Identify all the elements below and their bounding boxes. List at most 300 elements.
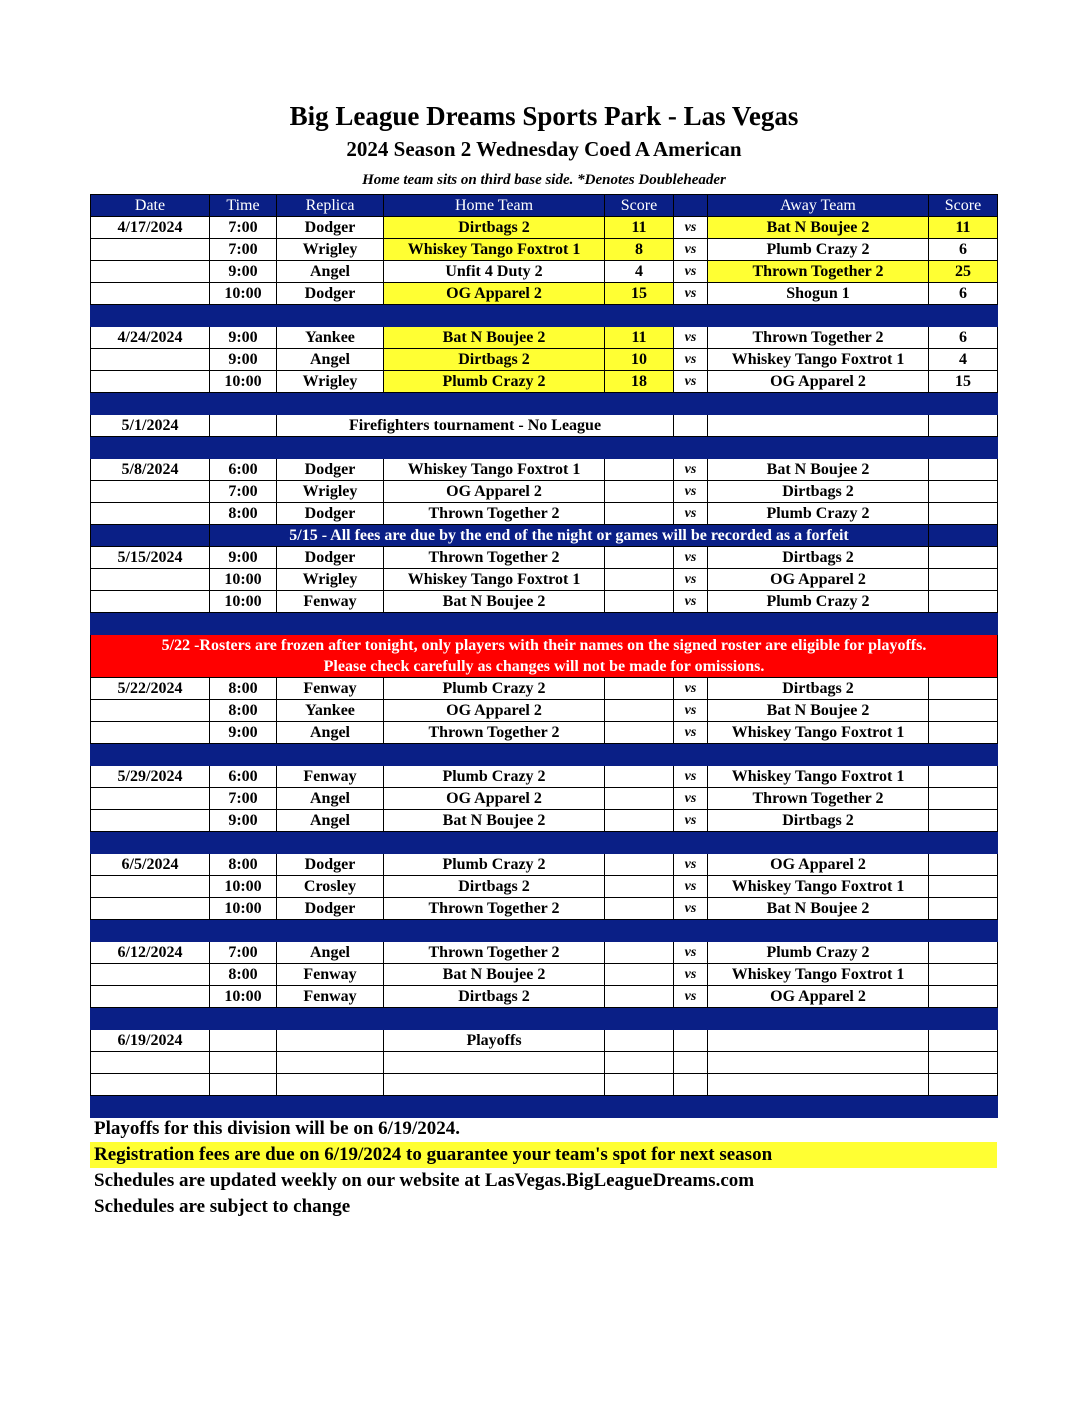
away-team: Whiskey Tango Foxtrot 1 xyxy=(708,964,929,986)
away-score xyxy=(929,700,998,722)
game-row xyxy=(91,766,998,788)
away-score xyxy=(929,722,998,744)
game-row xyxy=(91,722,998,744)
away-team: Thrown Together 2 xyxy=(708,788,929,810)
game-replica-field: Angel xyxy=(277,788,384,810)
game-time: 10:00 xyxy=(210,591,277,613)
separator-cell xyxy=(210,437,277,459)
game-date: 6/19/2024 xyxy=(91,1030,210,1052)
separator-cell xyxy=(277,920,384,942)
game-time: 9:00 xyxy=(210,810,277,832)
game-time xyxy=(210,1074,277,1096)
separator-row xyxy=(91,832,998,854)
home-score xyxy=(605,964,674,986)
game-row xyxy=(91,283,998,305)
home-score xyxy=(605,766,674,788)
separator-cell xyxy=(277,744,384,766)
vs-label: vs xyxy=(674,503,708,525)
separator-cell xyxy=(384,613,605,635)
separator-cell xyxy=(91,1008,210,1030)
game-row xyxy=(91,1030,998,1052)
separator-cell xyxy=(929,1008,998,1030)
game-replica-field: Dodger xyxy=(277,547,384,569)
separator-cell xyxy=(277,832,384,854)
separator-cell xyxy=(929,744,998,766)
schedule-note: Home team sits on third base side. *Denotes Doubleheader xyxy=(362,172,726,188)
game-time: 6:00 xyxy=(210,459,277,481)
roster-alert-line: Please check carefully as changes will not be made for omissions. xyxy=(323,658,765,675)
game-replica-field: Dodger xyxy=(277,217,384,239)
separator-cell xyxy=(605,832,674,854)
vs-label: vs xyxy=(674,942,708,964)
vs-label: vs xyxy=(674,261,708,283)
separator-cell xyxy=(384,744,605,766)
home-score xyxy=(605,854,674,876)
home-score xyxy=(605,1052,674,1074)
game-date: 6/5/2024 xyxy=(91,854,210,876)
vs-label: vs xyxy=(674,283,708,305)
home-team: Dirtbags 2 xyxy=(384,876,605,898)
away-score xyxy=(929,964,998,986)
separator-cell xyxy=(91,744,210,766)
away-score: 25 xyxy=(929,261,998,283)
separator-cell xyxy=(708,613,929,635)
game-date xyxy=(91,1074,210,1096)
game-row xyxy=(91,788,998,810)
game-date xyxy=(91,964,210,986)
game-date xyxy=(91,1052,210,1074)
game-replica-field: Fenway xyxy=(277,986,384,1008)
page-title: Big League Dreams Sports Park - Las Vegas xyxy=(289,101,799,131)
home-score xyxy=(605,788,674,810)
game-row xyxy=(91,700,998,722)
home-score xyxy=(605,569,674,591)
game-row xyxy=(91,239,998,261)
separator-cell xyxy=(605,393,674,415)
game-row xyxy=(91,898,998,920)
game-replica-field: Dodger xyxy=(277,854,384,876)
home-team: Plumb Crazy 2 xyxy=(384,371,605,393)
game-time: 10:00 xyxy=(210,986,277,1008)
game-replica-field: Fenway xyxy=(277,678,384,700)
separator-cell xyxy=(929,437,998,459)
home-team: OG Apparel 2 xyxy=(384,700,605,722)
separator-cell xyxy=(674,1096,708,1118)
empty-cell xyxy=(210,415,277,437)
home-team: Unfit 4 Duty 2 xyxy=(384,261,605,283)
vs-label: vs xyxy=(674,898,708,920)
separator-cell xyxy=(708,920,929,942)
game-time: 7:00 xyxy=(210,788,277,810)
home-team xyxy=(384,1074,605,1096)
header-date: Date xyxy=(91,195,210,217)
away-score: 11 xyxy=(929,217,998,239)
game-row xyxy=(91,217,998,239)
game-time: 7:00 xyxy=(210,942,277,964)
vs-label: vs xyxy=(674,986,708,1008)
footer-registration-note: Registration fees are due on 6/19/2024 to guarantee your team's spot for next season xyxy=(90,1142,997,1168)
vs-label: vs xyxy=(674,678,708,700)
game-date xyxy=(91,810,210,832)
separator-cell xyxy=(708,305,929,327)
game-time: 9:00 xyxy=(210,327,277,349)
header-home-team: Home Team xyxy=(384,195,605,217)
away-team: Dirtbags 2 xyxy=(708,481,929,503)
away-team: OG Apparel 2 xyxy=(708,854,929,876)
game-time: 6:00 xyxy=(210,766,277,788)
vs-label: vs xyxy=(674,239,708,261)
separator-cell xyxy=(277,1096,384,1118)
away-score xyxy=(929,547,998,569)
game-replica-field: Wrigley xyxy=(277,481,384,503)
separator-cell xyxy=(929,832,998,854)
vs-label: vs xyxy=(674,964,708,986)
vs-label: vs xyxy=(674,371,708,393)
vs-label xyxy=(674,1052,708,1074)
home-score: 18 xyxy=(605,371,674,393)
separator-cell xyxy=(384,920,605,942)
home-team: Whiskey Tango Foxtrot 1 xyxy=(384,239,605,261)
header-row xyxy=(91,195,998,217)
separator-cell xyxy=(674,1008,708,1030)
game-time: 8:00 xyxy=(210,700,277,722)
separator-cell xyxy=(91,1096,210,1118)
separator-cell xyxy=(674,437,708,459)
footer-website-note: Schedules are updated weekly on our website at LasVegas.BigLeagueDreams.com xyxy=(94,1170,755,1191)
separator-cell xyxy=(605,1096,674,1118)
game-row xyxy=(91,1074,998,1096)
vs-label: vs xyxy=(674,766,708,788)
vs-label: vs xyxy=(674,876,708,898)
separator-row xyxy=(91,1096,998,1118)
separator-cell xyxy=(708,1008,929,1030)
game-row xyxy=(91,459,998,481)
schedule-body xyxy=(91,195,998,1118)
separator-cell xyxy=(210,613,277,635)
away-score xyxy=(929,1030,998,1052)
home-score xyxy=(605,700,674,722)
game-replica-field: Wrigley xyxy=(277,371,384,393)
separator-cell xyxy=(384,1096,605,1118)
home-score: 10 xyxy=(605,349,674,371)
game-replica-field: Dodger xyxy=(277,503,384,525)
game-replica-field: Yankee xyxy=(277,327,384,349)
home-score: 11 xyxy=(605,217,674,239)
game-date: 5/1/2024 xyxy=(91,415,210,437)
game-replica-field: Fenway xyxy=(277,964,384,986)
game-time xyxy=(210,1052,277,1074)
separator-cell xyxy=(277,613,384,635)
home-team: Thrown Together 2 xyxy=(384,722,605,744)
away-team: Thrown Together 2 xyxy=(708,327,929,349)
game-replica-field: Wrigley xyxy=(277,569,384,591)
away-score xyxy=(929,459,998,481)
header-home-score: Score xyxy=(605,195,674,217)
game-time: 10:00 xyxy=(210,569,277,591)
home-score xyxy=(605,986,674,1008)
away-team: Bat N Boujee 2 xyxy=(708,459,929,481)
home-team: Thrown Together 2 xyxy=(384,898,605,920)
game-replica-field: Fenway xyxy=(277,766,384,788)
separator-cell xyxy=(674,832,708,854)
game-date xyxy=(91,503,210,525)
separator-cell xyxy=(929,305,998,327)
separator-cell xyxy=(277,437,384,459)
notice-spacer xyxy=(91,525,210,547)
page-subtitle: 2024 Season 2 Wednesday Coed A American xyxy=(346,137,742,161)
game-row xyxy=(91,678,998,700)
game-date xyxy=(91,569,210,591)
game-row xyxy=(91,349,998,371)
away-team: Dirtbags 2 xyxy=(708,678,929,700)
home-score: 11 xyxy=(605,327,674,349)
game-date: 5/15/2024 xyxy=(91,547,210,569)
game-row xyxy=(91,547,998,569)
home-team: Bat N Boujee 2 xyxy=(384,591,605,613)
away-team: Plumb Crazy 2 xyxy=(708,591,929,613)
vs-label: vs xyxy=(674,481,708,503)
game-replica-field: Dodger xyxy=(277,898,384,920)
game-row xyxy=(91,854,998,876)
home-score xyxy=(605,898,674,920)
separator-cell xyxy=(708,393,929,415)
game-date xyxy=(91,722,210,744)
game-time: 7:00 xyxy=(210,481,277,503)
separator-cell xyxy=(384,437,605,459)
away-score xyxy=(929,1074,998,1096)
away-team: Whiskey Tango Foxtrot 1 xyxy=(708,766,929,788)
separator-cell xyxy=(605,1008,674,1030)
home-team: Bat N Boujee 2 xyxy=(384,964,605,986)
separator-cell xyxy=(210,1008,277,1030)
separator-cell xyxy=(210,305,277,327)
home-team: Plumb Crazy 2 xyxy=(384,678,605,700)
game-time: 8:00 xyxy=(210,503,277,525)
separator-cell xyxy=(384,832,605,854)
header-vs xyxy=(674,195,708,217)
game-date: 6/12/2024 xyxy=(91,942,210,964)
away-score xyxy=(929,942,998,964)
separator-cell xyxy=(277,305,384,327)
footer-playoffs-note: Playoffs for this division will be on 6/19/2024. xyxy=(94,1118,460,1139)
game-replica-field: Angel xyxy=(277,349,384,371)
separator-cell xyxy=(277,1008,384,1030)
away-team: Whiskey Tango Foxtrot 1 xyxy=(708,722,929,744)
empty-cell xyxy=(929,415,998,437)
game-date xyxy=(91,898,210,920)
vs-label: vs xyxy=(674,217,708,239)
separator-cell xyxy=(605,613,674,635)
header-away-score: Score xyxy=(929,195,998,217)
away-score xyxy=(929,503,998,525)
game-time: 9:00 xyxy=(210,349,277,371)
vs-label: vs xyxy=(674,854,708,876)
home-score xyxy=(605,942,674,964)
game-replica-field xyxy=(277,1052,384,1074)
away-team xyxy=(708,1030,929,1052)
game-replica-field: Dodger xyxy=(277,283,384,305)
game-replica-field: Angel xyxy=(277,810,384,832)
game-replica-field: Dodger xyxy=(277,459,384,481)
home-score xyxy=(605,459,674,481)
home-team: Bat N Boujee 2 xyxy=(384,810,605,832)
home-score xyxy=(605,876,674,898)
away-score xyxy=(929,876,998,898)
game-date xyxy=(91,876,210,898)
away-score xyxy=(929,678,998,700)
separator-cell xyxy=(91,920,210,942)
roster-alert-row xyxy=(91,635,998,678)
separator-cell xyxy=(708,832,929,854)
game-time: 10:00 xyxy=(210,371,277,393)
game-date xyxy=(91,371,210,393)
home-team: Whiskey Tango Foxtrot 1 xyxy=(384,459,605,481)
away-score: 6 xyxy=(929,327,998,349)
home-team: Thrown Together 2 xyxy=(384,547,605,569)
away-team: Whiskey Tango Foxtrot 1 xyxy=(708,349,929,371)
home-score xyxy=(605,810,674,832)
away-team: Plumb Crazy 2 xyxy=(708,503,929,525)
vs-label: vs xyxy=(674,591,708,613)
away-score: 4 xyxy=(929,349,998,371)
notice-row xyxy=(91,525,998,547)
home-team: Plumb Crazy 2 xyxy=(384,854,605,876)
home-team: Dirtbags 2 xyxy=(384,349,605,371)
vs-label: vs xyxy=(674,722,708,744)
separator-row xyxy=(91,744,998,766)
away-score xyxy=(929,1052,998,1074)
away-score xyxy=(929,766,998,788)
game-date xyxy=(91,239,210,261)
game-replica-field: Yankee xyxy=(277,700,384,722)
away-team xyxy=(708,1074,929,1096)
separator-cell xyxy=(674,305,708,327)
vs-label: vs xyxy=(674,700,708,722)
game-time: 10:00 xyxy=(210,283,277,305)
game-row xyxy=(91,591,998,613)
separator-cell xyxy=(708,744,929,766)
home-score xyxy=(605,503,674,525)
separator-cell xyxy=(384,393,605,415)
roster-alert-line: 5/22 -Rosters are frozen after tonight, only players with their names on the signed roster are eligible for playoffs. xyxy=(161,637,927,654)
separator-cell xyxy=(210,393,277,415)
separator-cell xyxy=(674,393,708,415)
game-row xyxy=(91,481,998,503)
separator-cell xyxy=(605,437,674,459)
game-time: 9:00 xyxy=(210,547,277,569)
game-date: 5/22/2024 xyxy=(91,678,210,700)
away-team: OG Apparel 2 xyxy=(708,371,929,393)
notice-text: 5/15 - All fees are due by the end of the night or games will be recorded as a forfeit xyxy=(210,525,929,547)
home-score xyxy=(605,1030,674,1052)
away-score: 15 xyxy=(929,371,998,393)
game-date xyxy=(91,283,210,305)
home-score: 15 xyxy=(605,283,674,305)
away-team: Shogun 1 xyxy=(708,283,929,305)
separator-cell xyxy=(929,613,998,635)
game-row xyxy=(91,503,998,525)
away-team: Whiskey Tango Foxtrot 1 xyxy=(708,876,929,898)
game-row xyxy=(91,371,998,393)
away-team: Plumb Crazy 2 xyxy=(708,239,929,261)
separator-cell xyxy=(708,437,929,459)
empty-cell xyxy=(674,415,708,437)
roster-alert xyxy=(91,635,998,678)
game-row xyxy=(91,261,998,283)
empty-cell xyxy=(708,415,929,437)
home-team: Plumb Crazy 2 xyxy=(384,766,605,788)
game-time: 8:00 xyxy=(210,964,277,986)
home-score: 4 xyxy=(605,261,674,283)
game-time: 9:00 xyxy=(210,722,277,744)
separator-cell xyxy=(674,613,708,635)
header-replica: Replica xyxy=(277,195,384,217)
away-team: Bat N Boujee 2 xyxy=(708,898,929,920)
separator-cell xyxy=(91,393,210,415)
game-date: 5/29/2024 xyxy=(91,766,210,788)
vs-label xyxy=(674,1030,708,1052)
game-date xyxy=(91,788,210,810)
game-replica-field xyxy=(277,1074,384,1096)
game-date: 5/8/2024 xyxy=(91,459,210,481)
away-score xyxy=(929,898,998,920)
game-row xyxy=(91,1052,998,1074)
info-text: Firefighters tournament - No League xyxy=(277,415,674,437)
game-date: 4/17/2024 xyxy=(91,217,210,239)
away-team: OG Apparel 2 xyxy=(708,569,929,591)
game-time: 10:00 xyxy=(210,898,277,920)
separator-row xyxy=(91,437,998,459)
separator-row xyxy=(91,613,998,635)
home-team: Thrown Together 2 xyxy=(384,942,605,964)
separator-cell xyxy=(605,305,674,327)
game-time: 10:00 xyxy=(210,876,277,898)
away-team: Bat N Boujee 2 xyxy=(708,700,929,722)
game-row xyxy=(91,327,998,349)
away-score: 6 xyxy=(929,283,998,305)
separator-cell xyxy=(91,613,210,635)
game-time: 8:00 xyxy=(210,678,277,700)
away-team: Bat N Boujee 2 xyxy=(708,217,929,239)
home-team: Dirtbags 2 xyxy=(384,986,605,1008)
separator-cell xyxy=(708,1096,929,1118)
away-score xyxy=(929,569,998,591)
away-team: OG Apparel 2 xyxy=(708,986,929,1008)
away-score xyxy=(929,810,998,832)
game-date xyxy=(91,700,210,722)
separator-cell xyxy=(605,744,674,766)
game-replica-field: Wrigley xyxy=(277,239,384,261)
away-score xyxy=(929,986,998,1008)
game-time: 9:00 xyxy=(210,261,277,283)
game-replica-field: Fenway xyxy=(277,591,384,613)
separator-cell xyxy=(605,920,674,942)
home-score xyxy=(605,547,674,569)
game-time xyxy=(210,1030,277,1052)
game-date xyxy=(91,349,210,371)
game-row xyxy=(91,942,998,964)
game-replica-field: Angel xyxy=(277,942,384,964)
game-replica-field: Crosley xyxy=(277,876,384,898)
vs-label: vs xyxy=(674,349,708,371)
away-score xyxy=(929,481,998,503)
separator-cell xyxy=(929,920,998,942)
schedule-table xyxy=(90,194,998,1118)
away-score: 6 xyxy=(929,239,998,261)
game-replica-field: Angel xyxy=(277,261,384,283)
vs-label: vs xyxy=(674,788,708,810)
home-team: OG Apparel 2 xyxy=(384,283,605,305)
